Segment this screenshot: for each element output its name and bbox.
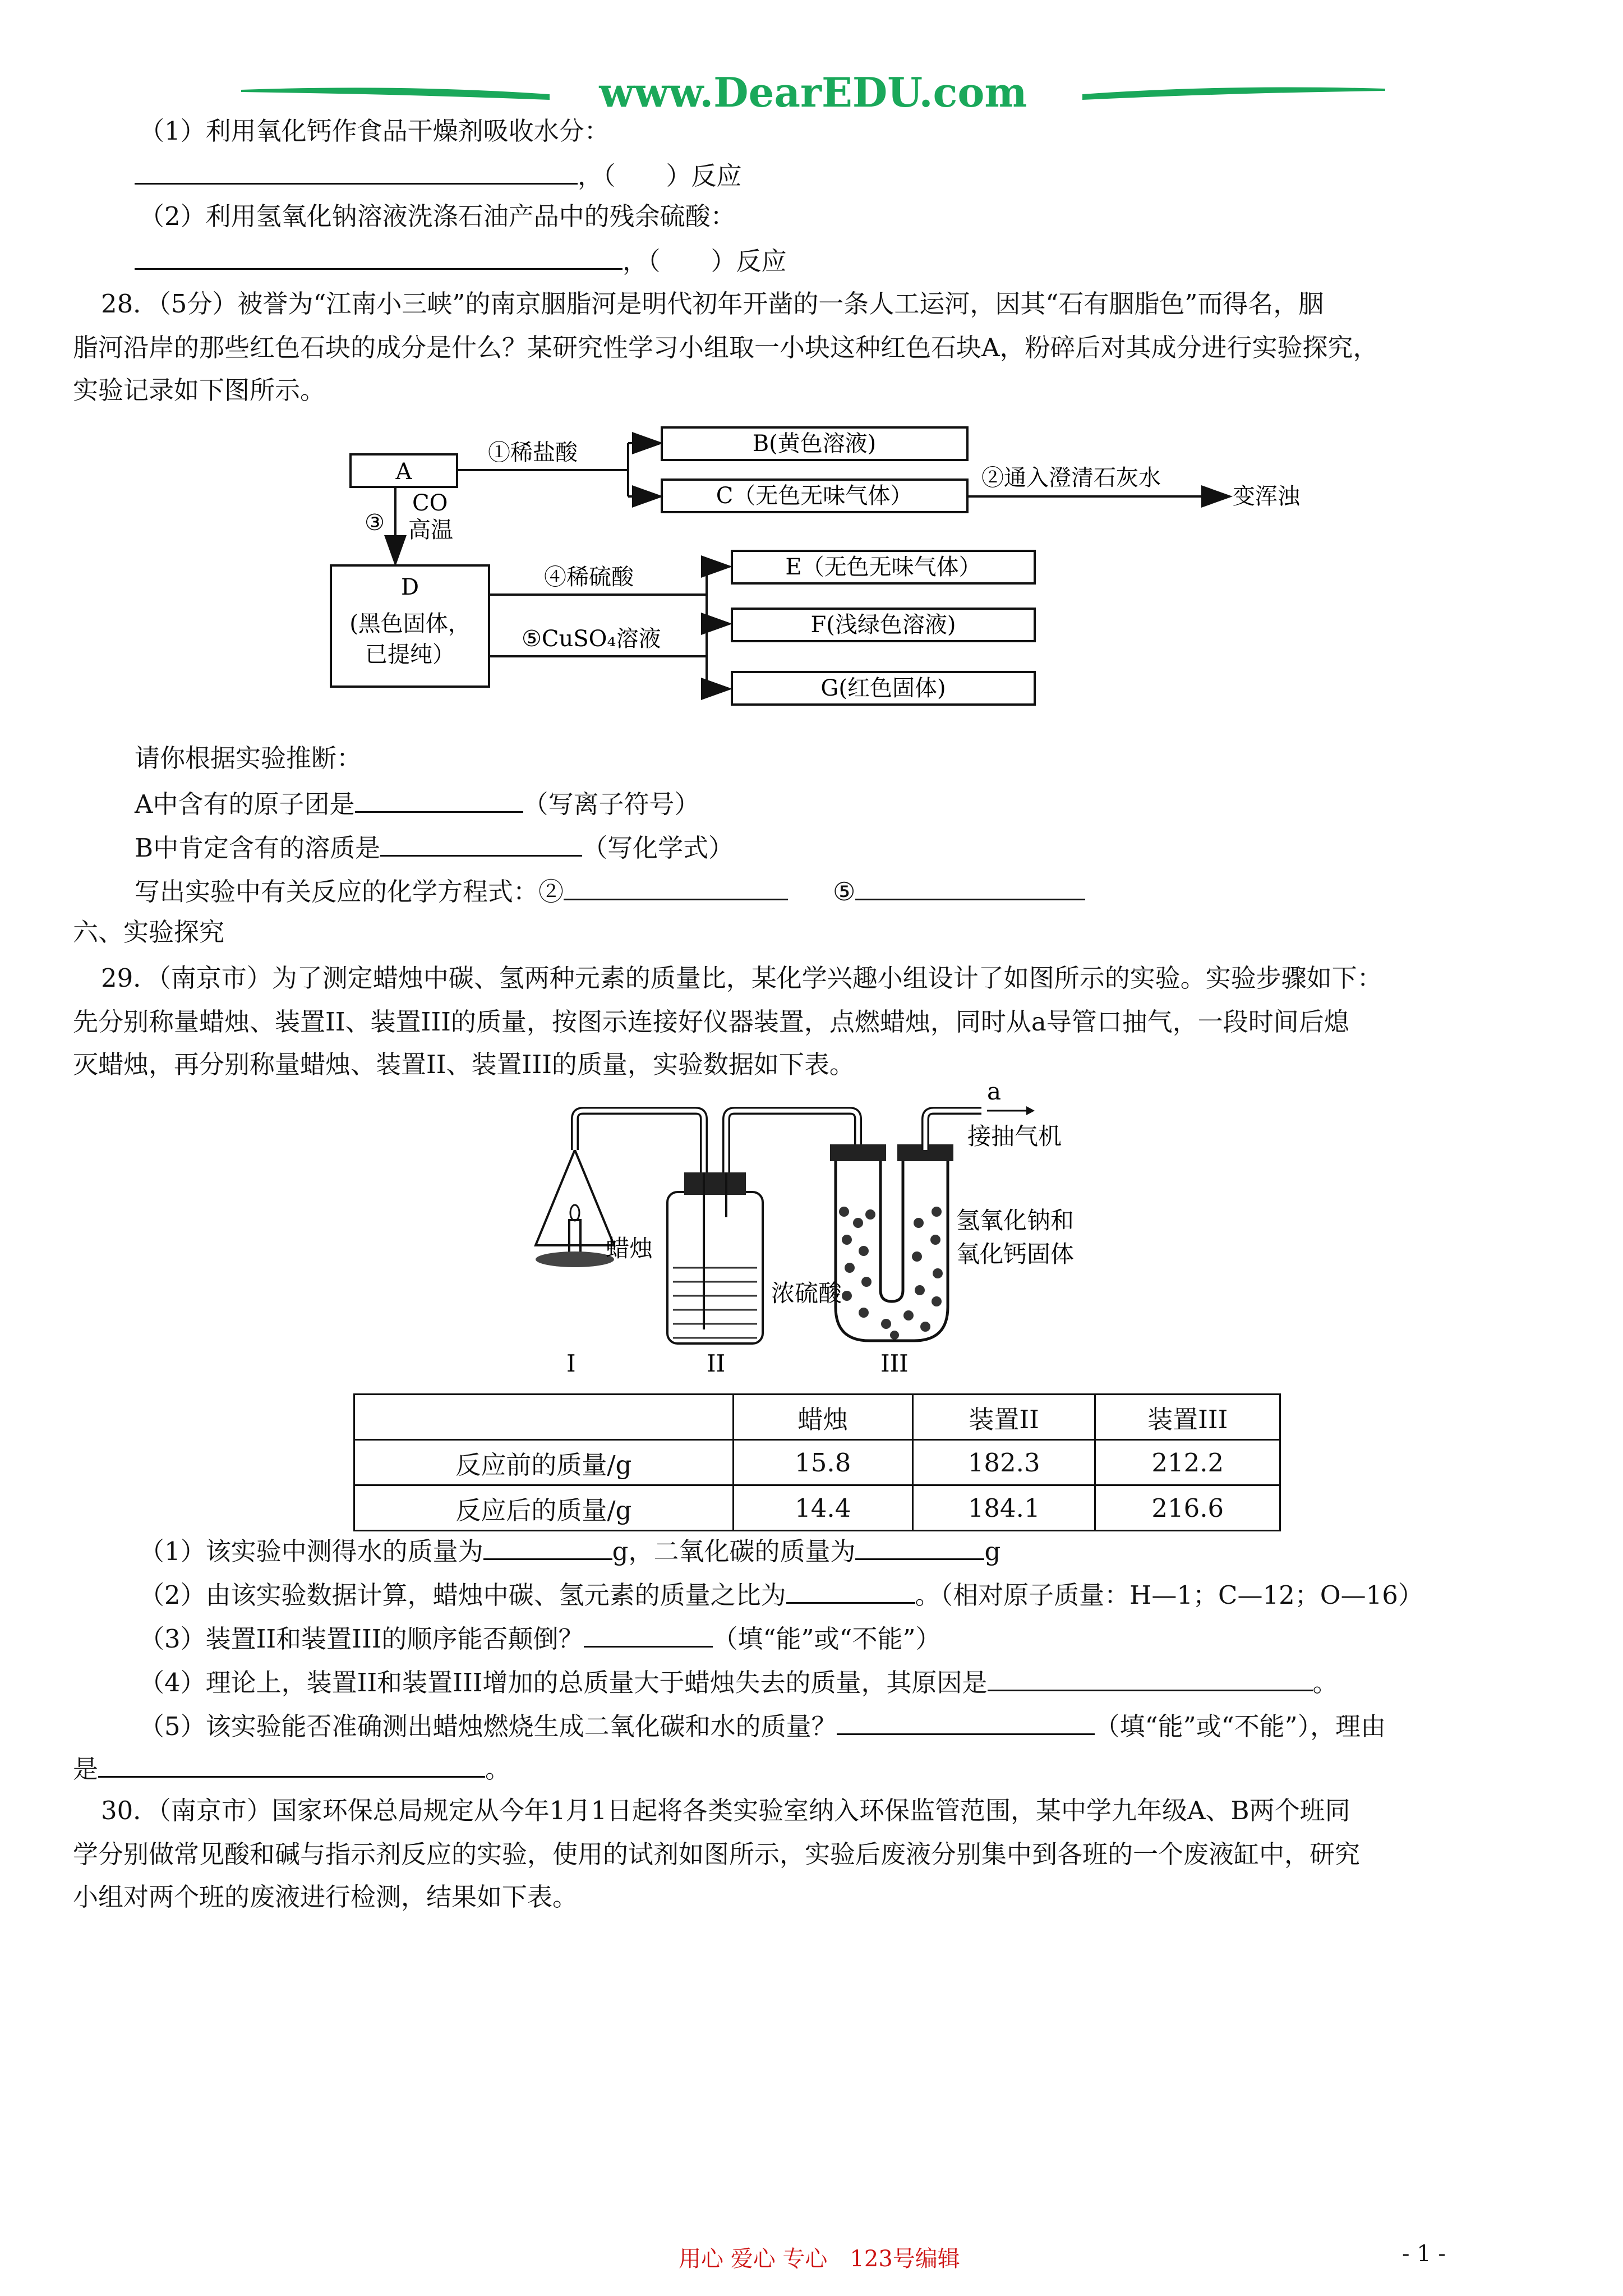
qa-eq-text: 写出实验中有关反应的化学方程式：②	[135, 877, 564, 907]
header-logo	[236, 67, 1391, 118]
q29-s3	[139, 1618, 941, 1657]
answer-blank[interactable]	[355, 783, 523, 813]
table-cell: 15.8	[733, 1440, 912, 1485]
table-header-row	[354, 1395, 1280, 1440]
table-cell: 反应后的质量/g	[354, 1485, 734, 1531]
q29-s5-cont	[73, 1748, 510, 1787]
table-cell: 216.6	[1095, 1485, 1280, 1531]
answer-blank[interactable]	[564, 871, 788, 900]
q27-item1-tail: ，（ ）反应	[578, 161, 742, 191]
qa-b-tail: （写化学式）	[582, 833, 734, 863]
qa-b-text: B中肯定含有的溶质是	[135, 833, 381, 863]
q30-line2: 学分别做常见酸和碱与指示剂反应的实验，使用的试剂如图所示，实验后废液分别集中到各班的一个废液缸中，研究	[73, 1839, 1361, 1869]
box-d-title: D	[400, 574, 419, 600]
q29-s2	[139, 1574, 1423, 1613]
box-d-line2: 已提纯）	[365, 642, 455, 668]
answer-blank[interactable]	[988, 1662, 1313, 1691]
q27-item2-answer	[135, 240, 787, 279]
s1-text-a: （1）该实验中测得水的质量为	[139, 1536, 483, 1566]
table-cell: 14.4	[733, 1485, 912, 1531]
box-f-label: F(浅绿色溶液)	[810, 612, 956, 638]
solid-label-1: 氢氧化钠和	[956, 1207, 1075, 1234]
s4-text-b: 。	[1312, 1668, 1338, 1697]
table-header-cell: 装置II	[912, 1395, 1095, 1440]
q28-line2: 脂河沿岸的那些红色石块的成分是什么？某研究性学习小组取一小块这种红色石块A，粉碎后对其成分进行实验探究，	[73, 333, 1378, 362]
answer-blank[interactable]	[98, 1748, 485, 1778]
s2-text-a: （2）由该实验数据计算，蜡烛中碳、氢元素的质量之比为	[139, 1580, 786, 1610]
answer-blank[interactable]	[837, 1705, 1095, 1735]
box-d-line1: (黑色固体，	[349, 611, 471, 637]
step5-label: ⑤CuSO₄溶液	[522, 626, 661, 652]
footer-slogan: 用心 爱心 专心 123号编辑	[679, 2246, 960, 2272]
q27-item1-text: （1）利用氧化钙作食品干燥剂吸收水分：	[139, 116, 610, 146]
s1-text-b: g，二氧化碳的质量为	[612, 1536, 856, 1566]
apparatus-num-3: III	[880, 1350, 909, 1377]
q29-s4	[139, 1662, 1338, 1701]
q30-line3: 小组对两个班的废液进行检测，结果如下表。	[73, 1882, 578, 1912]
q28-line3: 实验记录如下图所示。	[73, 375, 326, 405]
qa-eq-5: ⑤	[833, 877, 856, 907]
site-name: www.DearEDU.com	[599, 68, 1027, 116]
s5-text-b: （填“能”或“不能”），理由	[1094, 1711, 1386, 1741]
acid-label: 浓硫酸	[771, 1280, 842, 1307]
s3-text-a: （3）装置II和装置III的顺序能否颠倒？	[139, 1624, 584, 1654]
q28-line1: 28．（5分）被誉为“江南小三峡”的南京胭脂河是明代初年开凿的一条人工运河，因其“石有胭脂色”而得名，胭	[101, 289, 1324, 319]
table-row	[354, 1440, 1280, 1485]
table-cell: 182.3	[912, 1440, 1095, 1485]
box-c-label: C（无色无味气体）	[716, 483, 913, 509]
answer-blank[interactable]	[483, 1530, 612, 1560]
box-a-label: A	[395, 459, 412, 485]
q27-item1-answer	[135, 155, 742, 194]
q27-item2	[139, 199, 736, 234]
step1-label: ①稀盐酸	[488, 440, 578, 466]
apparatus-num-1: I	[566, 1350, 576, 1377]
s2-text-b: 。（相对原子质量：H—1；C—12；O—16）	[915, 1580, 1423, 1610]
outlet-label: a	[987, 1078, 1002, 1105]
q28-qa-b	[135, 827, 734, 866]
s1-text-c: g	[984, 1536, 1001, 1566]
q28-infer: 请你根据实验推断：	[135, 743, 362, 773]
q29-s5	[139, 1705, 1386, 1745]
box-b-label: B(黄色溶液)	[752, 431, 877, 457]
answer-blank[interactable]	[786, 1574, 915, 1604]
step4-label: ④稀硫酸	[544, 564, 634, 590]
answer-blank[interactable]	[855, 871, 1085, 900]
q27-item2-text: （2）利用氢氧化钠溶液洗涤石油产品中的残余硫酸：	[139, 201, 736, 231]
page-number: - 1 -	[1402, 2241, 1446, 2267]
q29-line1: 29．（南京市）为了测定蜡烛中碳、氢两种元素的质量比，某化学兴趣小组设计了如图所示的实验。实验步骤如下：	[101, 963, 1382, 993]
answer-blank[interactable]	[380, 827, 582, 857]
q29-line3: 灭蜡烛，再分别称量蜡烛、装置II、装置III的质量，实验数据如下表。	[73, 1050, 855, 1079]
step3-co: CO	[412, 490, 448, 516]
apparatus-num-2: II	[707, 1350, 726, 1377]
answer-blank[interactable]	[584, 1618, 713, 1648]
table-row	[354, 1485, 1280, 1531]
table-cell: 反应前的质量/g	[354, 1440, 734, 1485]
box-g-label: G(红色固体)	[820, 675, 946, 701]
step3-temp: 高温	[408, 517, 453, 543]
table-header-cell: 装置III	[1095, 1395, 1280, 1440]
q29-line2: 先分别称量蜡烛、装置II、装置III的质量，按图示连接好仪器装置，点燃蜡烛，同时从a导管口抽气，一段时间后熄	[73, 1007, 1349, 1037]
q28-qa-a	[135, 783, 700, 822]
table-header-cell: 蜡烛	[733, 1395, 912, 1440]
q28-qa-eq	[135, 871, 1085, 910]
pump-label: 接抽气机	[967, 1122, 1062, 1150]
s5-text-a: （5）该实验能否准确测出蜡烛燃烧生成二氧化碳和水的质量？	[139, 1711, 837, 1741]
section-title: 六、实验探究	[73, 917, 225, 947]
q30-line1: 30．（南京市）国家环保总局规定从今年1月1日起将各类实验室纳入环保监管范围，某中学九年级A、B两个班同	[101, 1796, 1350, 1825]
s5-text-d: 。	[485, 1754, 511, 1784]
q27-item1	[139, 113, 610, 149]
q29-data-table	[353, 1393, 1281, 1531]
q28-flow-diagram	[336, 415, 1300, 707]
s5-text-c: 是	[73, 1754, 99, 1784]
solid-label-2: 氧化钙固体	[956, 1240, 1075, 1268]
s4-text-a: （4）理论上，装置II和装置III增加的总质量大于蜡烛失去的质量，其原因是	[139, 1668, 988, 1697]
step2-label: ②通入澄清石灰水	[981, 465, 1161, 491]
answer-blank[interactable]	[135, 155, 578, 185]
table-header-cell	[354, 1395, 734, 1440]
answer-blank[interactable]	[135, 240, 623, 270]
table-cell: 184.1	[912, 1485, 1095, 1531]
step3-num: ③	[365, 510, 385, 536]
qa-a-text: A中含有的原子团是	[135, 789, 355, 819]
box-e-label: E（无色无味气体）	[785, 554, 981, 580]
q29-apparatus-diagram	[522, 1078, 1127, 1380]
qa-a-tail: （写离子符号）	[523, 789, 700, 819]
q29-s1	[139, 1530, 1000, 1570]
step2-result: 变浑浊	[1233, 484, 1300, 509]
q27-item2-tail: ，（ ）反应	[623, 246, 787, 276]
s3-text-b: （填“能”或“不能”）	[712, 1624, 941, 1654]
candle-label: 蜡烛	[606, 1235, 653, 1262]
answer-blank[interactable]	[855, 1530, 984, 1560]
table-cell: 212.2	[1095, 1440, 1280, 1485]
